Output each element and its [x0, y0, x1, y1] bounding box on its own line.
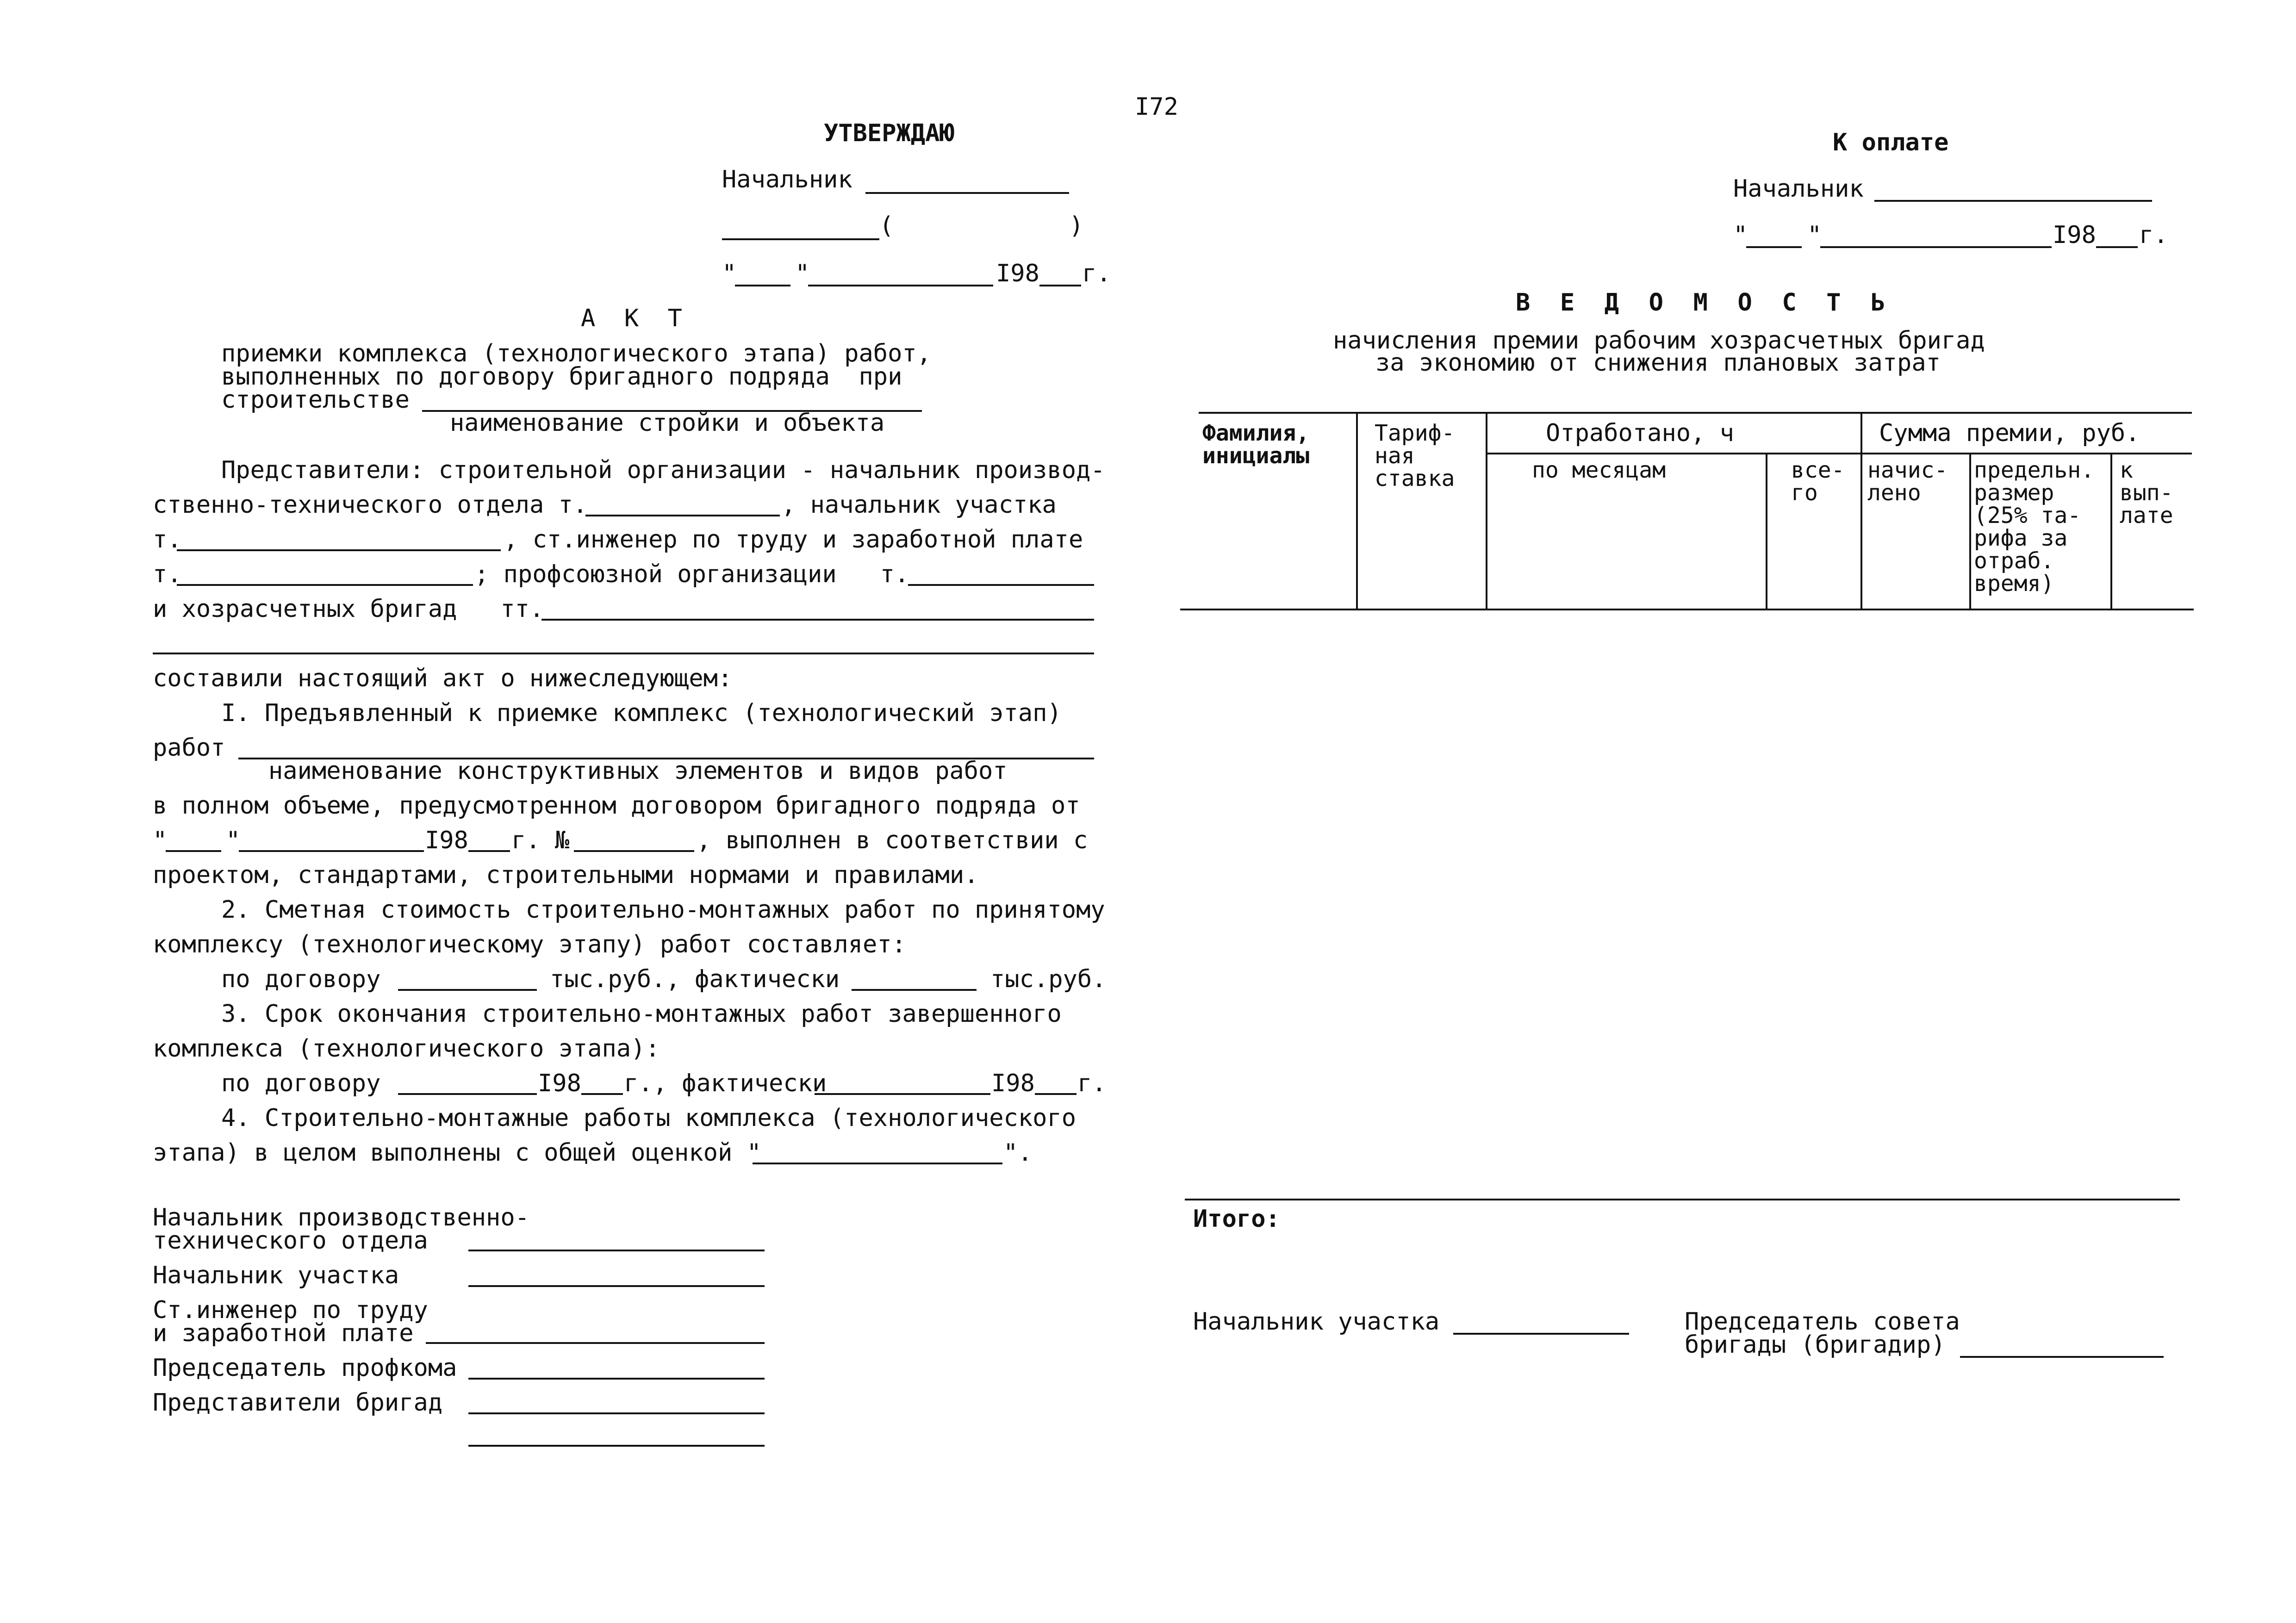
- table-header-by-month: по месяцам: [1532, 457, 1666, 483]
- representatives-line3a: т.: [153, 526, 182, 553]
- item3-contract-year: I98: [538, 1070, 581, 1097]
- table-header-bonus: Сумма премии, руб.: [1879, 419, 2140, 447]
- item4-line1: 4. Строительно-монтажные работы комплекса (технологического: [221, 1104, 1076, 1132]
- approve-chief-line: [865, 192, 1069, 194]
- table-col-divider-4: [1860, 412, 1862, 609]
- representatives-line2a: ственно-технического отдела т.: [153, 491, 588, 519]
- item1-number-line: [574, 850, 694, 852]
- item1-day-line: [166, 850, 221, 852]
- pay-year: I98: [2053, 221, 2096, 249]
- approve-year-line: [1039, 285, 1081, 286]
- right-sig-council-line2: бригады (бригадир): [1685, 1331, 1946, 1359]
- item1-line3: в полном объеме, предусмотренном договором бригадного подряда от: [153, 792, 1080, 820]
- act-subtitle-line2: выполненных по договору бригадного подряда при: [221, 363, 902, 391]
- sig-brigade-reps-line: [468, 1412, 765, 1414]
- item1-year-line: [468, 850, 510, 852]
- construction-name-caption: наименование стройки и объекта: [450, 409, 885, 437]
- sig-brigade-reps-line-2: [468, 1445, 765, 1447]
- right-sig-site-chief: Начальник участка: [1193, 1308, 1440, 1336]
- approve-year-suffix: г.: [1082, 260, 1111, 287]
- approve-month-line: [808, 285, 993, 286]
- act-title: А К Т: [581, 305, 690, 332]
- approve-paren-open: (: [879, 212, 894, 240]
- table-header-name: Фамилия, инициалы: [1202, 420, 1310, 469]
- item3-line2: комплекса (технологического этапа):: [153, 1035, 660, 1063]
- item1-date-quote-open: ": [153, 827, 168, 854]
- right-sig-council-line1: Председатель совета: [1685, 1308, 1960, 1336]
- table-col-divider-2: [1486, 412, 1487, 609]
- representatives-line1: Представители: строительной организации - начальник производ-: [221, 456, 1105, 484]
- table-header-limit: предельн. размер (25% та- рифа за отраб. время): [1974, 457, 2095, 597]
- pay-quote-close: ": [1807, 221, 1822, 249]
- item2-contract-label: по договору: [221, 965, 381, 993]
- sig-brigade-reps: Представители бригад: [153, 1389, 443, 1417]
- item3-actual-year: I98: [991, 1070, 1035, 1097]
- statement-subtitle-line2: за экономию от снижения плановых затрат: [1375, 349, 1941, 377]
- table-header-worked: Отработано, ч: [1546, 419, 1734, 447]
- sig-site-chief: Начальник участка: [153, 1262, 399, 1289]
- engineer-name-line: [177, 584, 473, 586]
- item1-month-line: [239, 850, 424, 852]
- table-header-rate: Тариф- ная ставка: [1375, 420, 1455, 491]
- table-col-divider-3: [1766, 453, 1767, 609]
- pay-year-suffix: г.: [2139, 221, 2168, 249]
- right-sig-site-chief-line: [1453, 1333, 1629, 1335]
- pay-year-line: [2096, 246, 2138, 248]
- brigades-name-line: [541, 619, 1094, 621]
- sig-union-chair: Председатель профкома: [153, 1354, 457, 1382]
- brigades-name-line-2: [153, 653, 1094, 654]
- table-header-payout: к вып- лате: [2120, 457, 2173, 529]
- pay-title: К оплате: [1833, 129, 1949, 156]
- item4-line2: этапа) в целом выполнены с общей оценкой ": [153, 1139, 761, 1167]
- approve-day-line: [735, 285, 790, 286]
- item3-line1: 3. Срок окончания строительно-монтажных работ завершенного: [221, 1000, 1062, 1028]
- statement-title: В Е Д О М О С Т Ь: [1516, 289, 1893, 317]
- approve-chief-label: Начальник: [722, 166, 852, 193]
- approve-title: УТВЕРЖДАЮ: [824, 119, 954, 147]
- table-top-border: [1199, 412, 2192, 414]
- item1-year: I98: [425, 827, 468, 854]
- representatives-line5a: и хозрасчетных бригад тт.: [153, 595, 544, 623]
- sig-engineer-line: [426, 1342, 765, 1344]
- pay-day-line: [1746, 246, 1802, 248]
- item4-quote-close: ".: [1003, 1139, 1033, 1167]
- total-line: [1185, 1199, 2180, 1200]
- item3-contract-line: [398, 1093, 537, 1095]
- item3-contract-year-line: [581, 1093, 623, 1095]
- item2-line1: 2. Сметная стоимость строительно-монтажных работ по принятому: [221, 896, 1105, 924]
- item2-actual-label: тыс.руб., фактически: [550, 965, 840, 993]
- sig-union-chair-line: [468, 1378, 765, 1380]
- right-sig-council-line: [1960, 1356, 2164, 1358]
- representatives-line2b: , начальник участка: [781, 491, 1057, 519]
- item1-line5: проектом, стандартами, строительными нормами и правилами.: [153, 861, 979, 889]
- pay-chief-label: Начальник: [1733, 175, 1864, 203]
- approve-quote-close: ": [795, 260, 810, 287]
- statement-subtitle-line1: начисления премии рабочим хозрасчетных бригад: [1333, 327, 1985, 354]
- sig-engineer-line1: Ст.инженер по труду: [153, 1296, 428, 1324]
- pto-name-line: [585, 515, 780, 516]
- item2-line2: комплексу (технологическому этапу) работ составляет:: [153, 931, 906, 958]
- item2-contract-line: [398, 989, 537, 991]
- page-number: I72: [1135, 93, 1178, 121]
- act-subtitle-line3: строительстве: [221, 386, 410, 414]
- sig-engineer-line2: и заработной плате: [153, 1319, 414, 1347]
- representatives-line4b: ; профсоюзной организации т.: [474, 560, 909, 588]
- sig-pto-chief-line1: Начальник производственно-: [153, 1204, 529, 1231]
- sig-pto-chief-line: [468, 1250, 765, 1251]
- table-col-divider-6: [2110, 453, 2112, 609]
- table-header-bottom-border: [1180, 609, 2194, 610]
- item3-actual-year-suffix: г.: [1077, 1070, 1107, 1097]
- item1-line2: работ: [153, 734, 225, 762]
- approve-quote-open: ": [722, 260, 737, 287]
- approve-paren-close: ): [1069, 212, 1084, 240]
- sig-site-chief-line: [468, 1285, 765, 1287]
- total-label: Итого:: [1193, 1205, 1280, 1233]
- table-col-divider-1: [1356, 412, 1358, 609]
- approve-sign-line: [722, 238, 879, 240]
- table-header-total: все- го: [1791, 457, 1845, 506]
- table-subheader-border: [1486, 453, 2192, 454]
- item3-actual-label: г., фактически: [624, 1070, 827, 1097]
- table-header-accrued: начис- лено: [1867, 457, 1948, 506]
- pay-quote-open: ": [1733, 221, 1748, 249]
- pay-chief-line: [1874, 200, 2152, 202]
- item1-date-quote-close: ": [226, 827, 241, 854]
- approve-year: I98: [996, 260, 1039, 287]
- item1-number-label: г. №: [511, 827, 570, 854]
- representatives-line4a: т.: [153, 560, 182, 588]
- composed-line: составили настоящий акт о нижеследующем:: [153, 665, 733, 692]
- act-subtitle-line1: приемки комплекса (технологического этапа) работ,: [221, 340, 932, 367]
- item1-line4-rest: , выполнен в соответствии с: [697, 827, 1088, 854]
- item2-unit: тыс.руб.: [990, 965, 1107, 993]
- table-col-divider-5: [1969, 453, 1971, 609]
- item2-actual-line: [852, 989, 977, 991]
- site-chief-name-line: [177, 549, 501, 551]
- item4-grade-line: [753, 1163, 1002, 1164]
- pay-month-line: [1820, 246, 2052, 248]
- item3-actual-year-line: [1035, 1093, 1076, 1095]
- sig-pto-chief-line2: технического отдела: [153, 1227, 428, 1255]
- item1-line1: I. Предъявленный к приемке комплекс (технологический этап): [221, 699, 1062, 727]
- representatives-line3b: , ст.инженер по труду и заработной плате: [504, 526, 1083, 553]
- union-name-line: [908, 584, 1094, 586]
- works-name-caption: наименование конструктивных элементов и видов работ: [268, 757, 1008, 785]
- item3-actual-line: [815, 1093, 990, 1095]
- item3-contract-label: по договору: [221, 1070, 381, 1097]
